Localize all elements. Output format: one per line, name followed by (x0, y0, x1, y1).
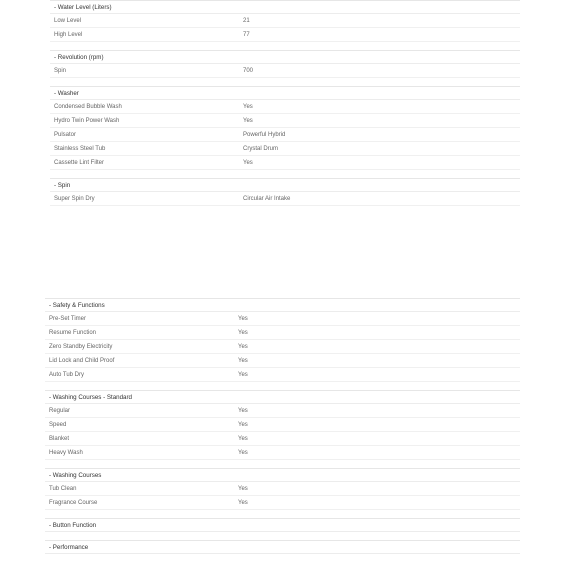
section-heading[interactable]: - Performance (45, 540, 520, 554)
spec-value: Yes (238, 372, 248, 378)
section-heading[interactable]: - Revolution (rpm) (50, 50, 520, 64)
spec-section-washing-courses-standard (45, 390, 520, 460)
spec-value: Yes (238, 358, 248, 364)
section-gap (45, 382, 520, 390)
section-gap (45, 460, 520, 468)
spec-value: Yes (238, 316, 248, 322)
spec-value: Yes (243, 160, 253, 166)
table-row (50, 128, 520, 142)
spec-value: Yes (238, 436, 248, 442)
section-heading[interactable]: - Washing Courses - Standard (45, 390, 520, 404)
spec-label: Condensed Bubble Wash (54, 104, 122, 110)
spec-value: Powerful Hybrid (243, 132, 286, 138)
table-row (45, 482, 520, 496)
table-row (50, 64, 520, 78)
spec-label: Fragrance Course (49, 500, 98, 506)
table-row (50, 114, 520, 128)
spec-value: Yes (238, 486, 248, 492)
spec-label: Cassette Lint Filter (54, 160, 105, 166)
spec-label: Resume Function (49, 330, 97, 336)
table-row (50, 156, 520, 170)
table-row (50, 28, 520, 42)
section-gap (50, 78, 520, 86)
spec-label: Speed (49, 422, 67, 428)
spec-section-washer (50, 86, 520, 170)
section-heading[interactable]: - Spin (50, 178, 520, 192)
table-row (45, 312, 520, 326)
spec-label: Blanket (49, 436, 70, 442)
spec-label: Zero Standby Electricity (49, 344, 113, 350)
table-row (45, 340, 520, 354)
section-heading[interactable]: - Washing Courses (45, 468, 520, 482)
table-row (50, 100, 520, 114)
section-heading[interactable]: - Water Level (Liters) (50, 0, 520, 14)
section-heading[interactable]: - Button Function (45, 518, 520, 532)
spec-value: Circular Air Intake (243, 196, 291, 202)
table-row (45, 404, 520, 418)
spec-value: Yes (238, 422, 248, 428)
spec-section-water-level (50, 0, 520, 42)
table-row (45, 418, 520, 432)
spec-section-performance (45, 540, 520, 554)
table-row (45, 368, 520, 382)
section-heading[interactable]: - Washer (50, 86, 520, 100)
spec-section-revolution (50, 50, 520, 78)
spec-value: Yes (243, 118, 253, 124)
spec-label: Regular (49, 408, 71, 414)
spec-label: High Level (54, 32, 83, 38)
spec-label: Auto Tub Dry (49, 372, 85, 378)
spec-value: Yes (238, 450, 248, 456)
spec-section-washing-courses (45, 468, 520, 510)
spec-value: Crystal Drum (243, 146, 279, 152)
table-row (50, 192, 520, 206)
table-row (50, 142, 520, 156)
section-gap (45, 510, 520, 518)
table-row (45, 496, 520, 510)
table-row (45, 446, 520, 460)
spec-value: 700 (243, 68, 254, 74)
table-row (45, 326, 520, 340)
spec-label: Super Spin Dry (54, 196, 95, 202)
spec-value: 21 (243, 18, 250, 24)
spec-label: Tub Clean (49, 486, 77, 492)
spec-value: Yes (238, 500, 248, 506)
spec-section-spin (50, 178, 520, 206)
table-row (45, 354, 520, 368)
spec-label: Spin (54, 68, 67, 74)
spec-value: Yes (238, 408, 248, 414)
section-heading[interactable]: - Safety & Functions (45, 298, 520, 312)
spec-value: 77 (243, 32, 250, 38)
spec-label: Low Level (54, 18, 82, 24)
spec-label: Pre-Set Timer (49, 316, 87, 322)
spec-table-lower (45, 298, 520, 554)
spec-label: Stainless Steel Tub (54, 146, 106, 152)
spec-label: Heavy Wash (49, 450, 83, 456)
spec-section-safety (45, 298, 520, 382)
spec-label: Lid Lock and Child Proof (49, 358, 115, 364)
spec-section-button-function (45, 518, 520, 532)
section-gap (50, 170, 520, 178)
section-gap (45, 532, 520, 540)
table-row (45, 432, 520, 446)
spec-label: Hydro Twin Power Wash (54, 118, 120, 124)
spec-value: Yes (238, 330, 248, 336)
spec-label: Pulsator (54, 132, 77, 138)
spec-value: Yes (238, 344, 248, 350)
table-row (50, 14, 520, 28)
section-gap (50, 42, 520, 50)
spec-table-upper (50, 0, 520, 206)
spec-value: Yes (243, 104, 253, 110)
